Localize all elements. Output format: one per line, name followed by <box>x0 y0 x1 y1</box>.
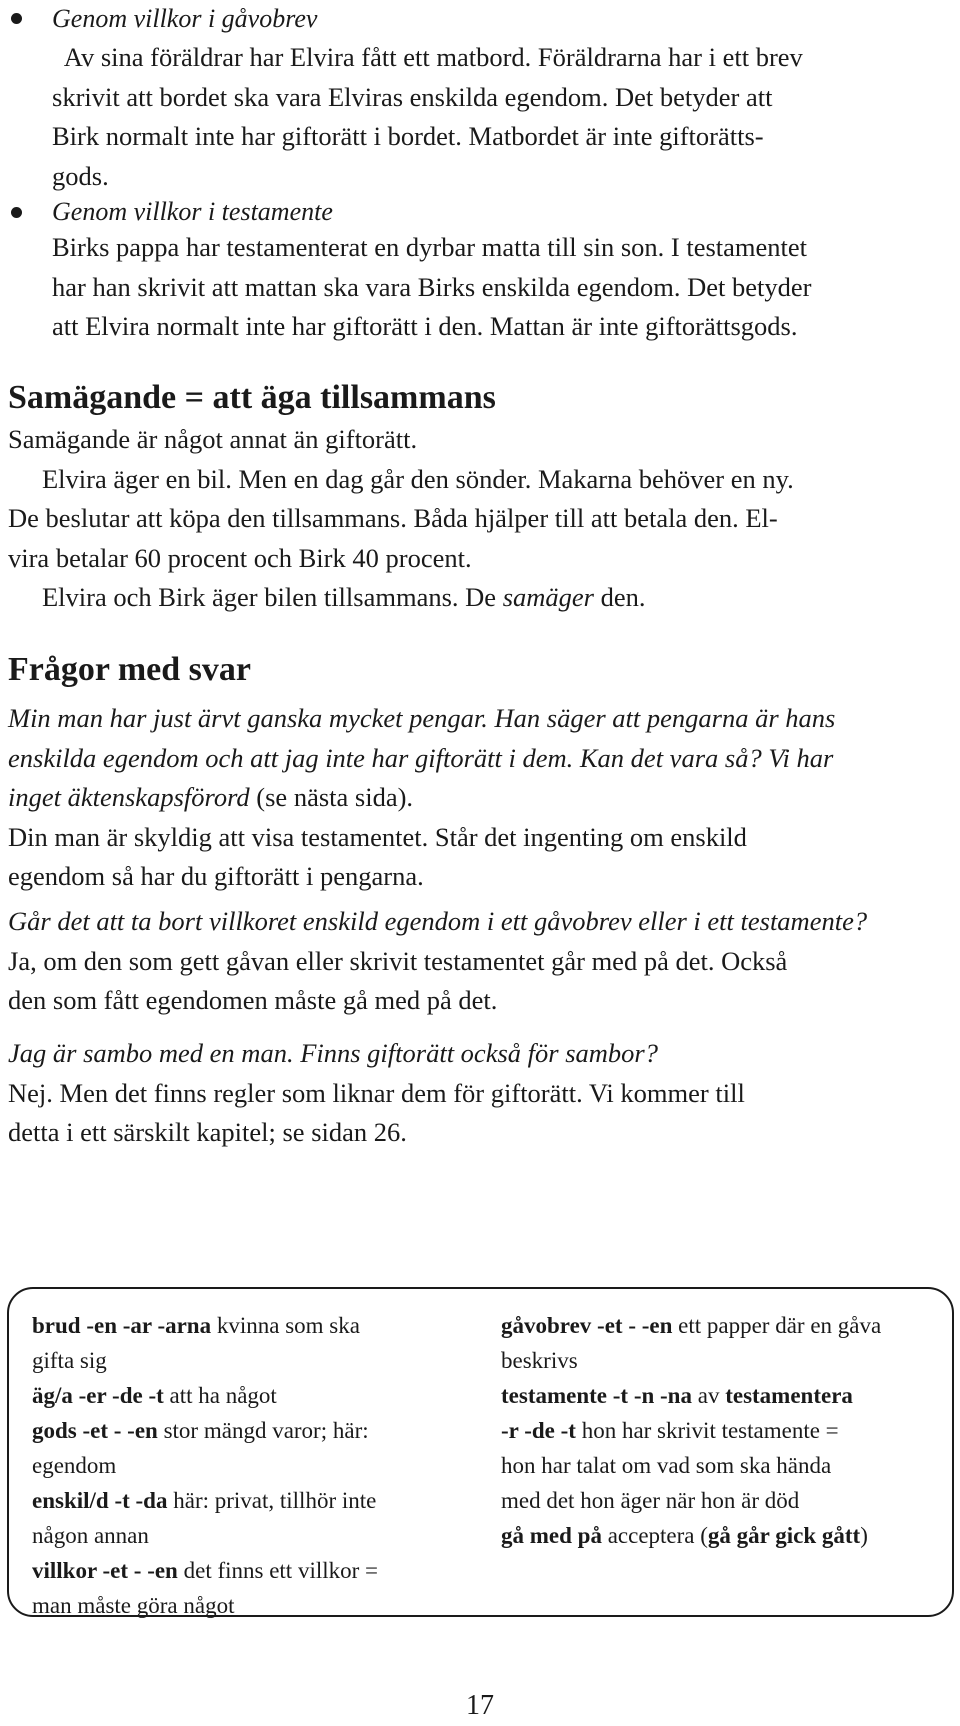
question-answer-2 <box>8 902 953 1021</box>
vocabulary-definition: det finns ett villkor = <box>177 1558 378 1583</box>
bullet-dot-icon <box>11 207 22 218</box>
question-line <box>8 778 953 818</box>
vocabulary-entry <box>32 1413 462 1448</box>
vocabulary-definition: gifta sig <box>32 1348 107 1373</box>
vocabulary-definition: ) <box>860 1523 868 1548</box>
text-line: vira betalar 60 procent och Birk 40 procent. <box>8 542 472 573</box>
vocabulary-entry <box>32 1448 462 1483</box>
section-heading-fragor: Frågor med svar <box>8 651 251 688</box>
vocabulary-box <box>7 1287 954 1617</box>
bullet-paragraph <box>52 228 952 347</box>
vocabulary-term: gåvobrev -et - -en <box>501 1313 673 1338</box>
text-run: (se nästa sida). <box>249 782 414 812</box>
emphasis-text: inget äktenskapsförord <box>8 782 250 812</box>
vocabulary-definition: med det hon äger när hon är död <box>501 1488 800 1513</box>
vocabulary-definition: kvinna som ska <box>211 1313 360 1338</box>
bullet-heading: Genom villkor i gåvobrev <box>52 4 318 33</box>
vocabulary-entry <box>501 1308 941 1343</box>
text-line: skrivit att bordet ska vara Elviras enskilda egendom. Det betyder att <box>52 81 773 112</box>
vocabulary-definition: hon har talat om vad som ska hända <box>501 1453 832 1478</box>
section-heading-samagande: Samägande = att äga tillsammans <box>8 379 496 416</box>
vocabulary-entry <box>32 1378 462 1413</box>
answer-line: Din man är skyldig att visa testamentet. Står det ingenting om enskild <box>8 821 747 852</box>
text-line: Birks pappa har testamenterat en dyrbar matta till sin son. I testamentet <box>52 232 808 262</box>
text-line: Samägande är något annat än giftorätt. <box>8 424 418 454</box>
vocabulary-term: gå går gick gått <box>707 1523 861 1548</box>
vocabulary-term: äg/a -er -de -t <box>32 1383 164 1408</box>
text-run: Elvira och Birk äger bilen tillsammans. De <box>42 582 503 612</box>
answer-line: egendom så har du giftorätt i pengarna. <box>8 861 424 891</box>
samagande-paragraph <box>8 420 953 618</box>
vocabulary-entry <box>32 1588 462 1623</box>
vocabulary-entry <box>32 1553 462 1588</box>
vocabulary-entry <box>32 1483 462 1518</box>
question-line: Går det att ta bort villkoret enskild egendom i ett gåvobrev eller i ett testamente? <box>8 906 868 936</box>
vocabulary-entry <box>501 1343 941 1378</box>
emphasis-text: samäger <box>502 582 594 612</box>
vocabulary-definition: beskrivs <box>501 1348 578 1373</box>
text-line: De beslutar att köpa den tillsammans. Båda hjälper till att betala den. El- <box>8 503 778 533</box>
bullet-dot-icon <box>11 13 22 24</box>
vocabulary-definition: här: privat, tillhör inte <box>167 1488 377 1513</box>
text-line: Elvira äger en bil. Men en dag går den sönder. Makarna behöver en ny. <box>42 463 794 494</box>
vocabulary-entry <box>32 1343 462 1378</box>
vocabulary-term: brud -en -ar -arna <box>32 1313 212 1338</box>
vocabulary-entry <box>501 1413 941 1448</box>
vocabulary-definition: hon har skrivit testamente = <box>575 1418 839 1443</box>
vocabulary-definition: egendom <box>32 1453 117 1478</box>
page-number: 17 <box>466 1690 494 1721</box>
answer-line: detta i ett särskilt kapitel; se sidan 26. <box>8 1117 407 1147</box>
answer-line: Ja, om den som gett gåvan eller skrivit testamentet går med på det. Också <box>8 945 788 976</box>
vocabulary-term: -r -de -t <box>501 1418 576 1443</box>
vocabulary-term: testamentera <box>725 1383 853 1408</box>
question-answer-1 <box>8 699 953 897</box>
vocabulary-definition: ett papper där en gåva <box>672 1313 882 1338</box>
vocabulary-definition: någon annan <box>32 1523 149 1548</box>
question-line: Min man har just ärvt ganska mycket pengar. Han säger att pengarna är hans <box>8 703 836 733</box>
text-line: gods. <box>52 160 109 191</box>
bullet-heading: Genom villkor i testamente <box>52 197 333 226</box>
vocabulary-column-left <box>32 1308 462 1623</box>
vocabulary-entry <box>32 1308 462 1343</box>
text-line: att Elvira normalt inte har giftorätt i den. Mattan är inte giftorättsgods. <box>52 311 798 341</box>
vocabulary-term: gå med på <box>501 1523 602 1548</box>
vocabulary-definition: stor mängd varor; här: <box>157 1418 369 1443</box>
answer-line: den som fått egendomen måste gå med på det. <box>8 985 498 1015</box>
question-line: enskilda egendom och att jag inte har giftorätt i dem. Kan det vara så? Vi har <box>8 742 834 773</box>
vocabulary-column-right <box>501 1308 941 1553</box>
text-run: den. <box>593 582 646 612</box>
vocabulary-entry <box>501 1448 941 1483</box>
vocabulary-definition: att ha något <box>163 1383 277 1408</box>
text-line <box>8 578 953 618</box>
vocabulary-entry <box>501 1378 941 1413</box>
text-line: Av sina föräldrar har Elvira fått ett matbord. Föräldrarna har i ett brev <box>52 42 803 72</box>
vocabulary-term: testamente -t -n -na <box>501 1383 692 1408</box>
text-line: Birk normalt inte har giftorätt i bordet. Matbordet är inte giftorätts- <box>52 121 764 151</box>
vocabulary-definition: acceptera ( <box>601 1523 708 1548</box>
vocabulary-entry <box>501 1518 941 1553</box>
question-line: Jag är sambo med en man. Finns giftorätt också för sambor? <box>8 1038 658 1068</box>
vocabulary-definition: av <box>691 1383 726 1408</box>
answer-line: Nej. Men det finns regler som liknar dem för giftorätt. Vi kommer till <box>8 1077 745 1108</box>
text-line: har han skrivit att mattan ska vara Birks enskilda egendom. Det betyder <box>52 271 812 302</box>
vocabulary-term: gods -et - -en <box>32 1418 158 1443</box>
bullet-paragraph <box>52 38 952 196</box>
question-answer-3 <box>8 1034 953 1153</box>
vocabulary-entry <box>32 1518 462 1553</box>
vocabulary-term: villkor -et - -en <box>32 1558 178 1583</box>
vocabulary-entry <box>501 1483 941 1518</box>
vocabulary-definition: man måste göra något <box>32 1593 235 1618</box>
vocabulary-term: enskil/d -t -da <box>32 1488 168 1513</box>
